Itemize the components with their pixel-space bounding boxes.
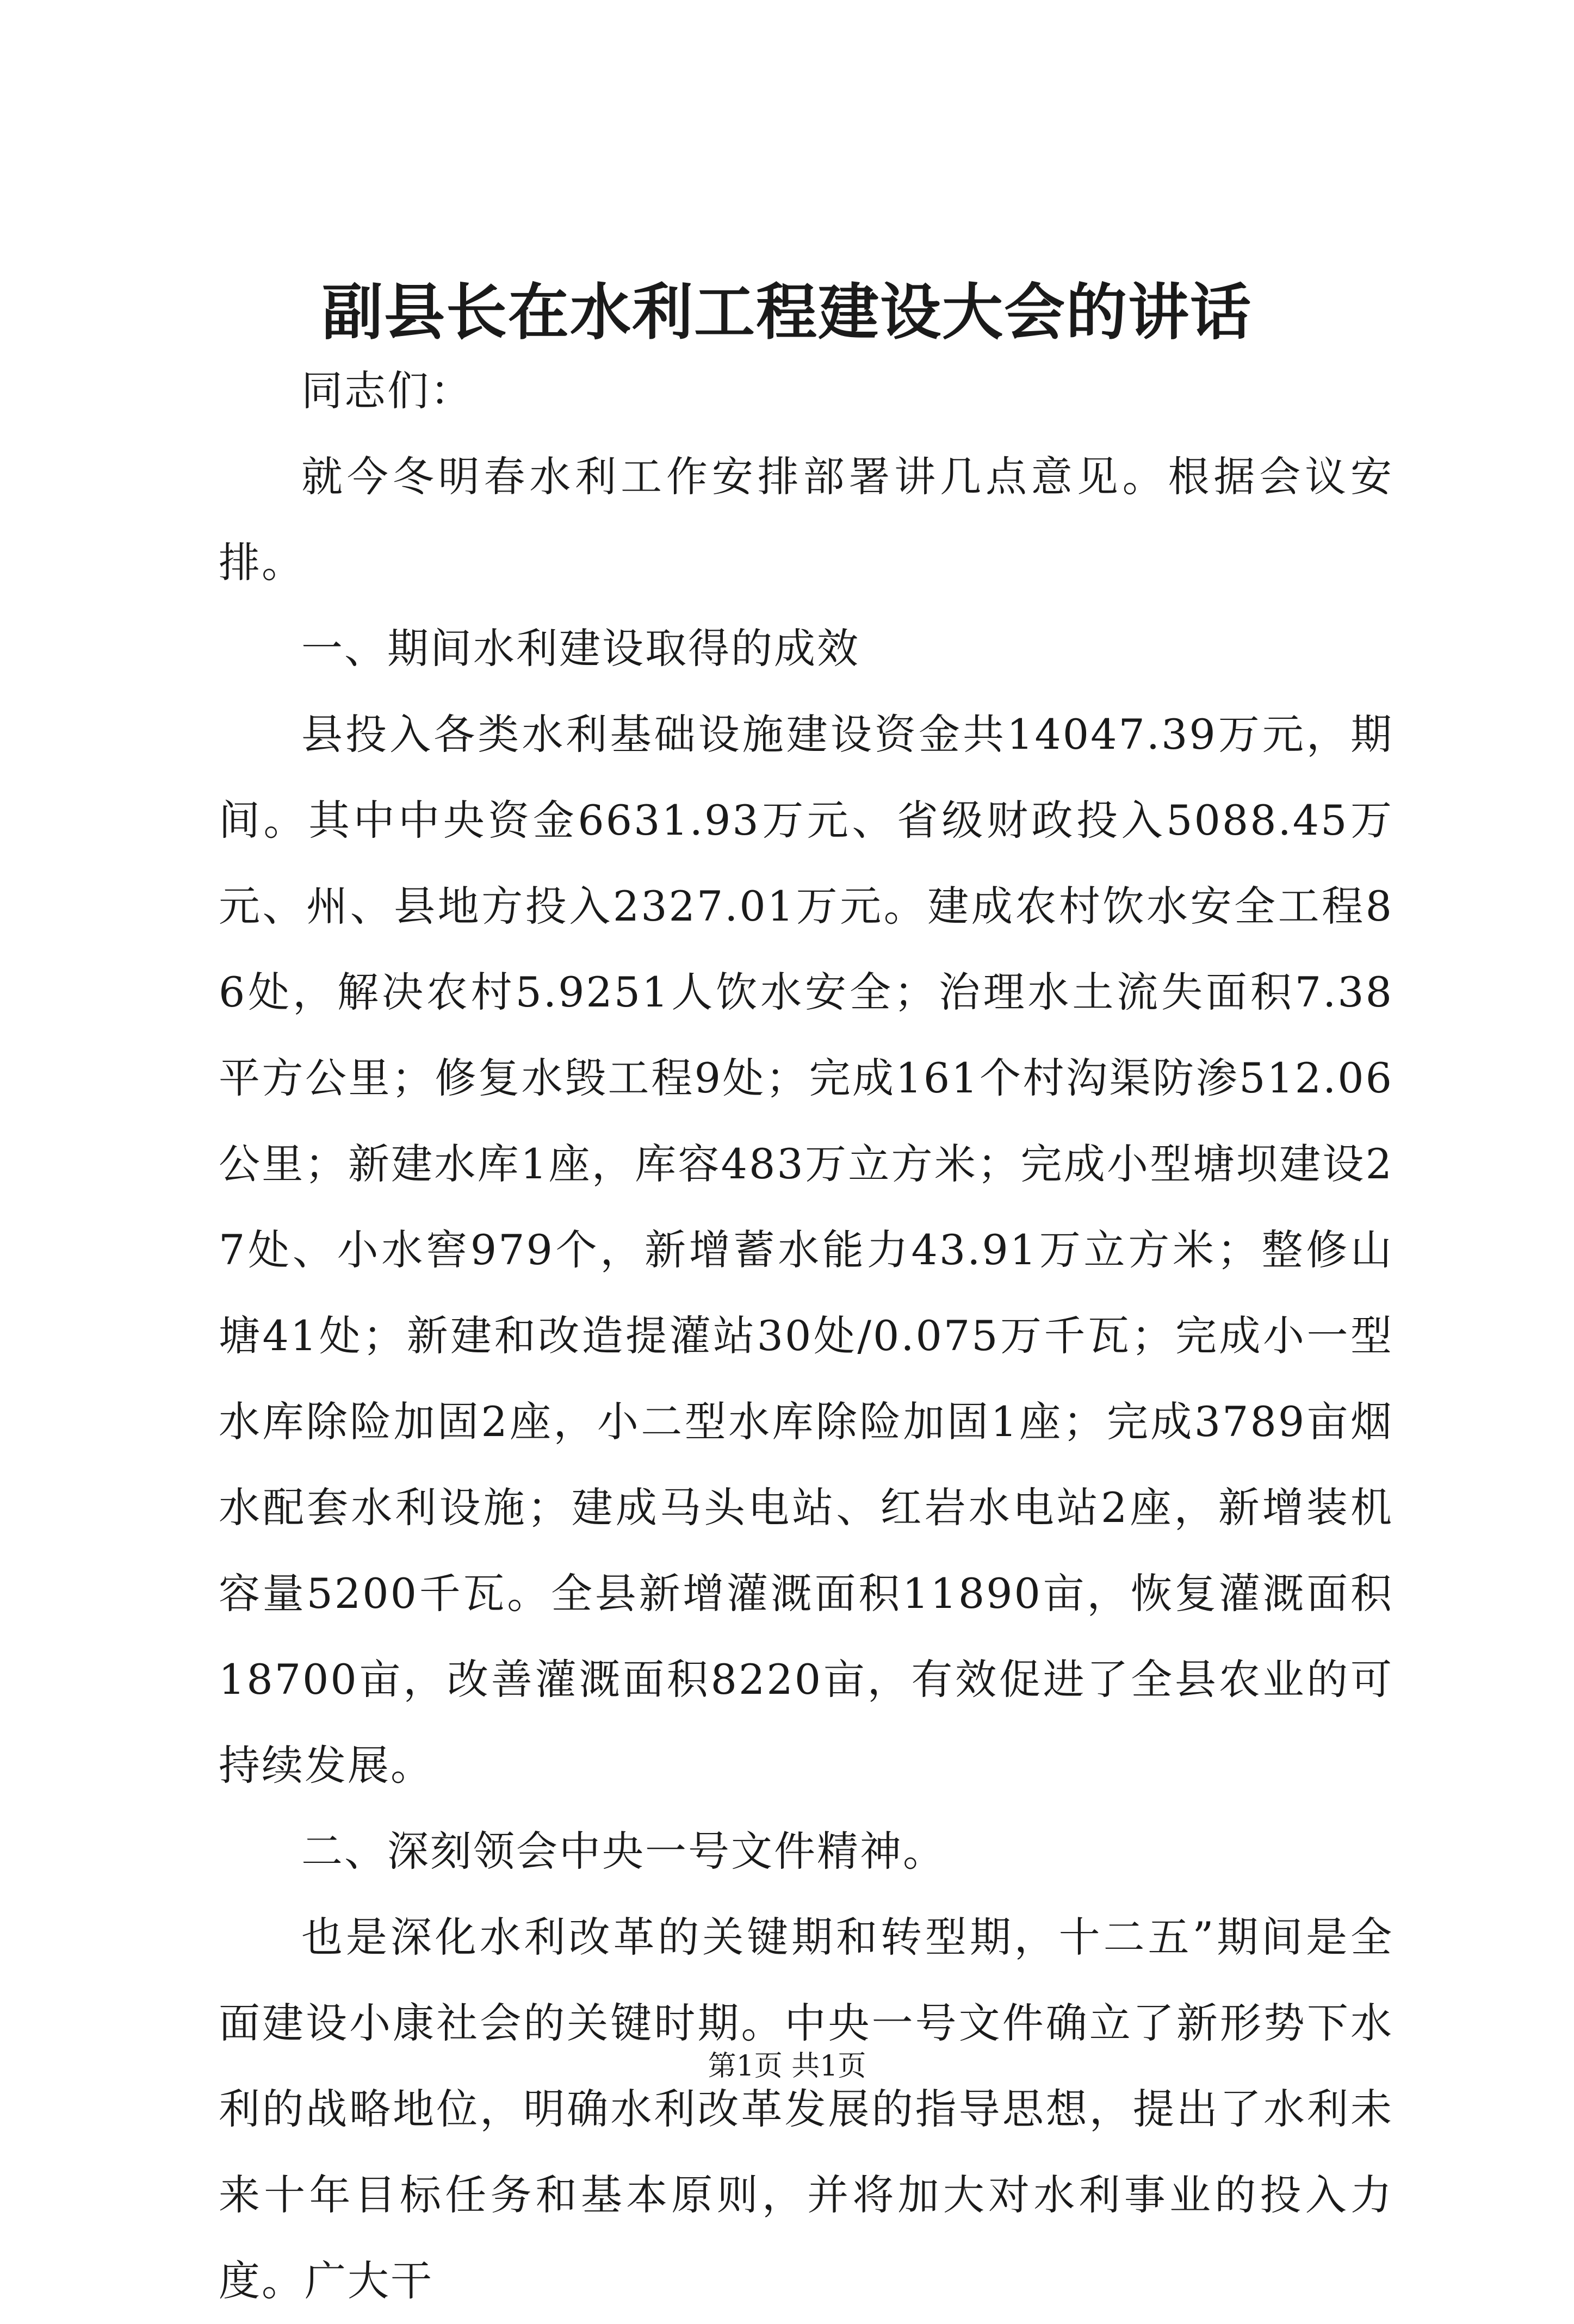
- policy-paragraph: 也是深化水利改革的关键期和转型期，十二五”期间是全面建设小康社会的关键时期。中央一号文件确立了新形势下水利的战略地位，明确水利改革发展的指导思想，提出了水利未来十年目标任务和基本原则，并将加大对水利事业的投入力度。广大干: [219, 1913, 1393, 2305]
- section-heading-2: 二、深刻领会中央一号文件精神。: [301, 1827, 946, 1875]
- salutation: 同志们：: [301, 366, 473, 415]
- section-heading-1: 一、期间水利建设取得的成效: [301, 624, 860, 673]
- document-body: [219, 348, 1393, 2324]
- intro-paragraph: 就今冬明春水利工作安排部署讲几点意见。根据会议安排。: [219, 452, 1393, 587]
- document-title: 副县长在水利工程建设大会的讲话: [322, 277, 1252, 348]
- page-footer: 第1页 共1页: [708, 2050, 866, 2083]
- achievements-paragraph: 县投入各类水利基础设施建设资金共14047.39万元，期间。其中中央资金6631.93万元、省级财政投入5088.45万元、州、县地方投入2327.01万元。建成农村饮水安全工程86处，解决农村5.9251人饮水安全；治理水土流失面积7.38平方公里；修复水毁工程9处；完成161个村沟渠防渗512.06公里；新建水库1座，库容483万立方米；完成小型塘坝建设27处、小水窖979个，新增蓄水能力43.91万立方米；整修山塘41处；新建和改造提灌站30处/0.075万千瓦；完成小一型水库除险加固2座，小二型水库除险加固1座；完成3789亩烟水配套水利设施；建成马头电站、红岩水电站2座，新增装机容量5200千瓦。全县新增灌溉面积11890亩，恢复灌溉面积18700亩，改善灌溉面积8220亩，有效促进了全县农业的可持续发展。: [219, 710, 1393, 1789]
